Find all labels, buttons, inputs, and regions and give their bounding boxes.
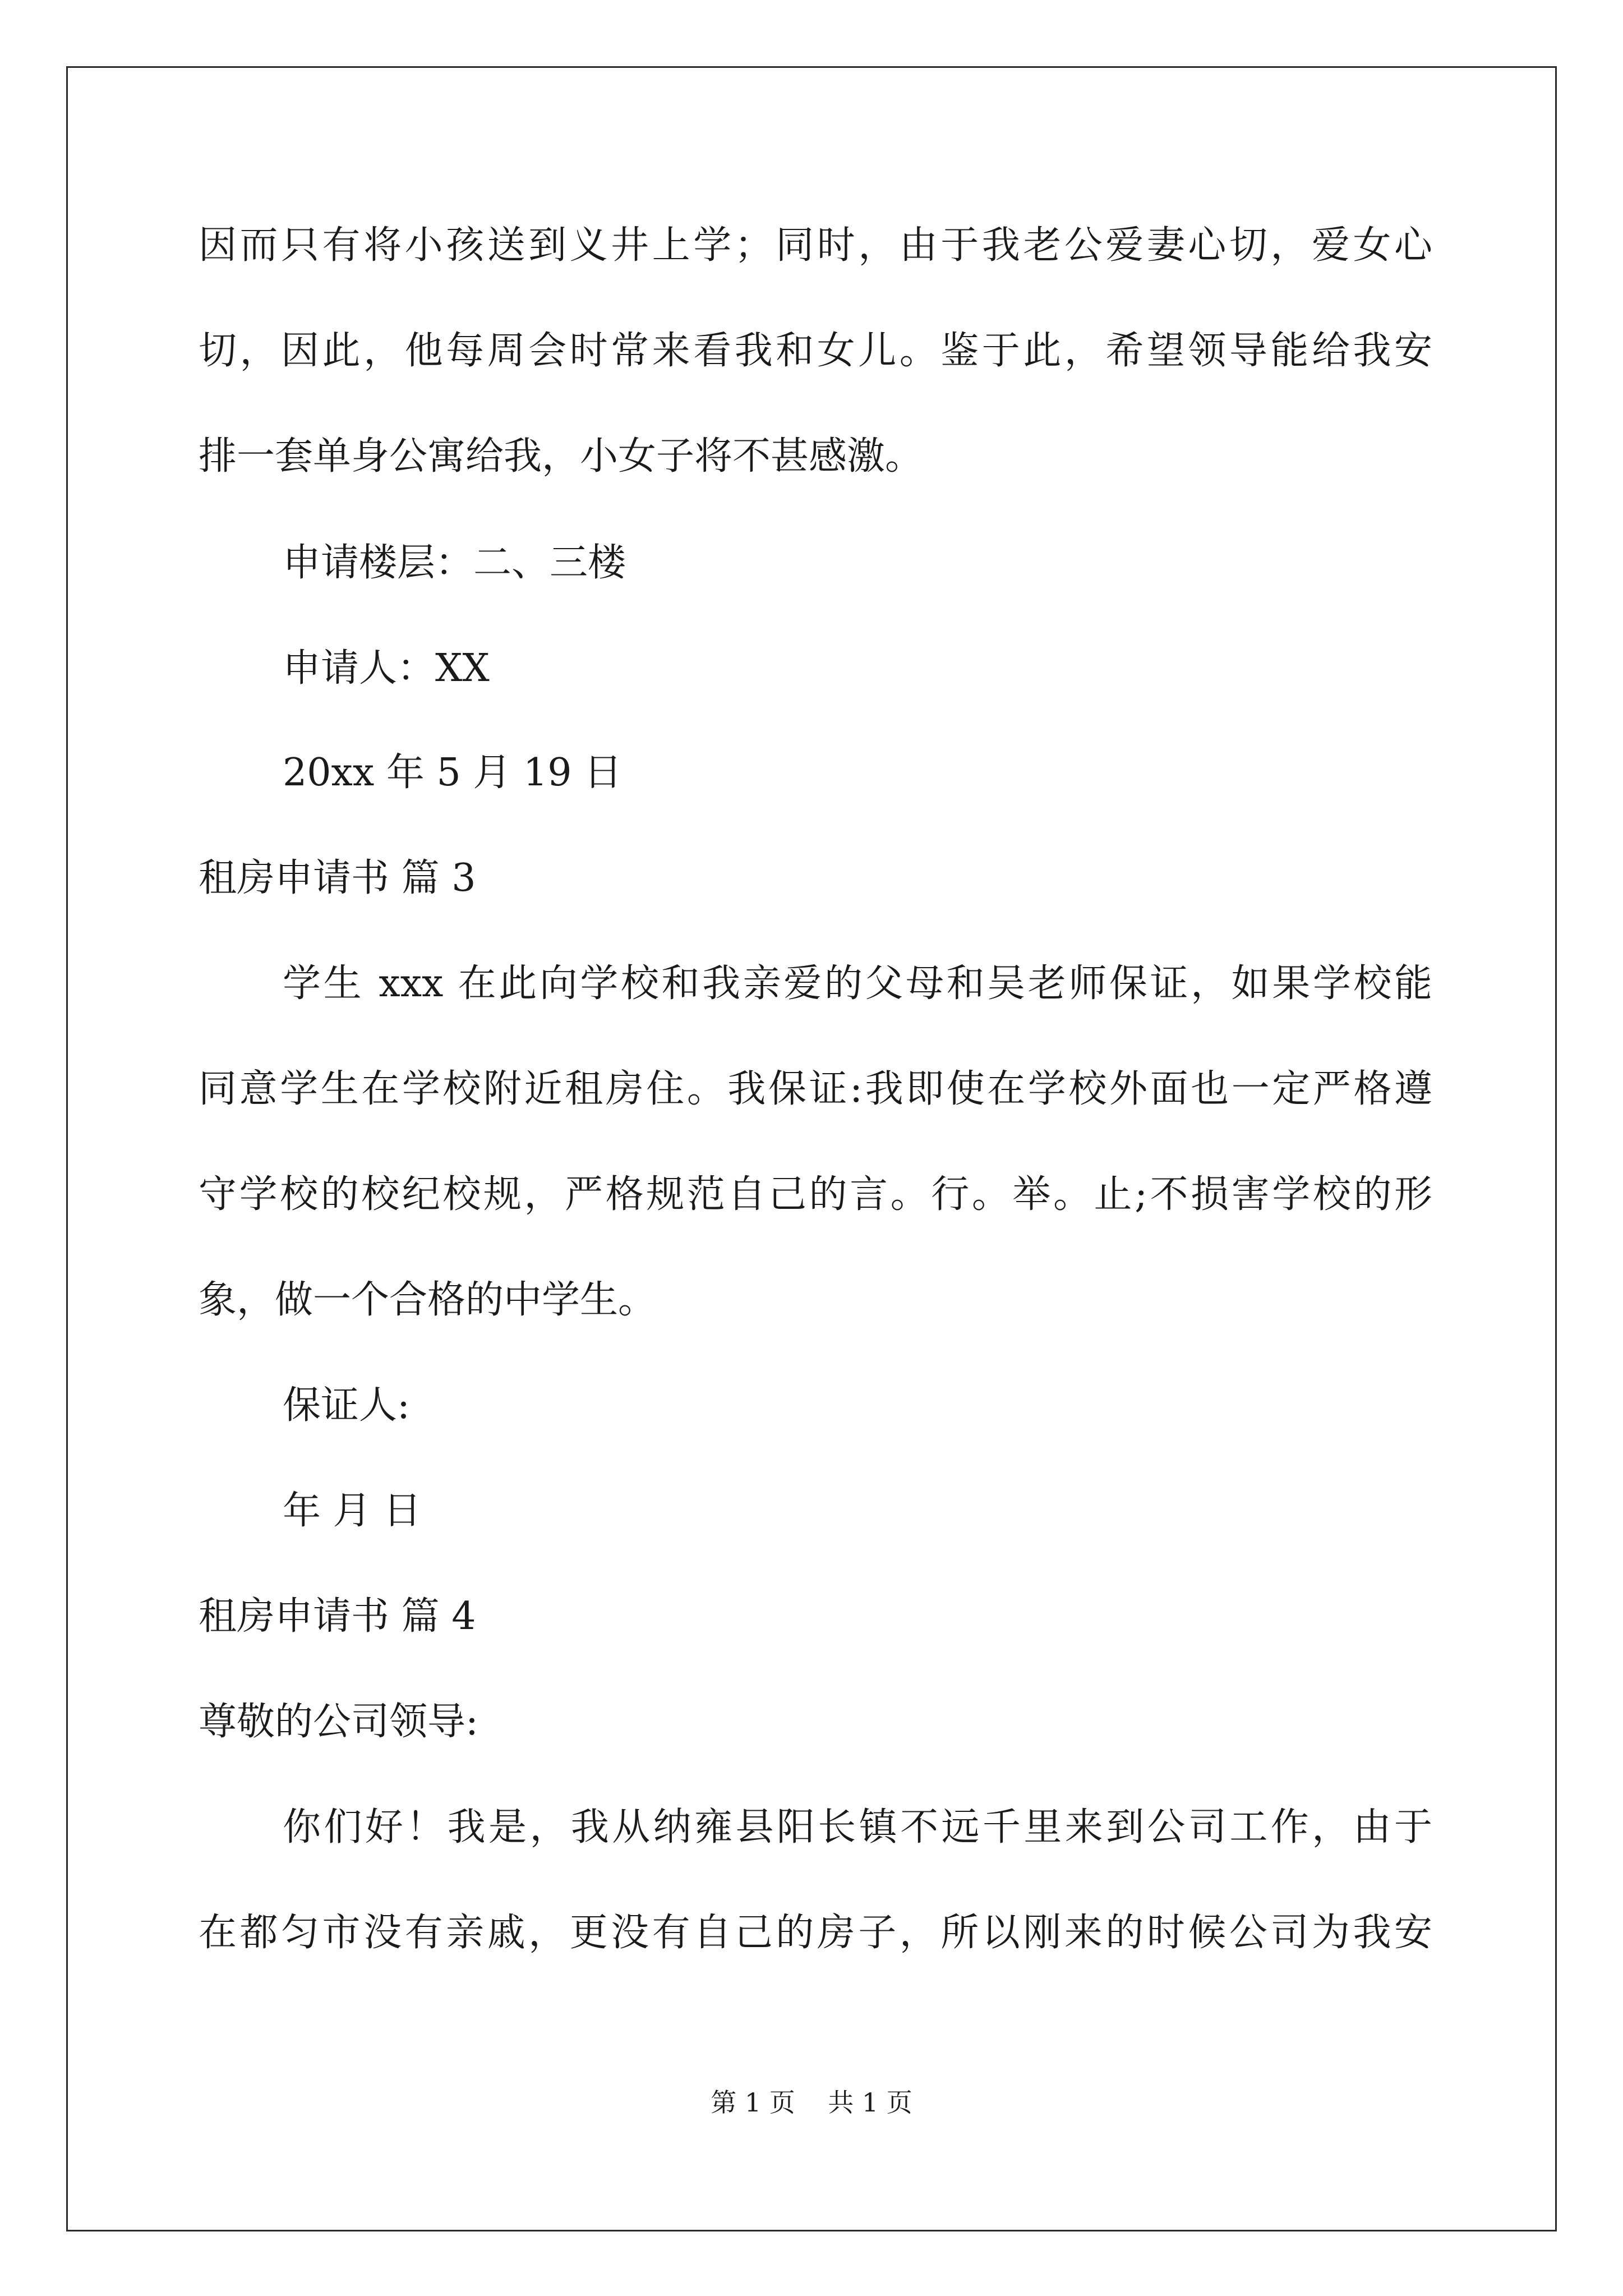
paragraph-line: 在都匀市没有亲戚，更没有自己的房子，所以刚来的时候公司为我安 [199,1911,1432,1955]
applicant-line: 申请人：XX [283,646,490,691]
section-heading: 租房申请书 篇 4 [199,1594,476,1639]
guarantor-line: 保证人: [283,1383,410,1428]
paragraph-line: 你们好！我是，我从纳雍县阳长镇不远千里来到公司工作，由于 [283,1805,1432,1849]
floor-request-line: 申请楼层：二、三楼 [283,541,626,585]
date-line: 年 月 日 [283,1489,422,1533]
paragraph-line: 同意学生在学校附近租房住。我保证:我即使在学校外面也一定严格遵 [199,1067,1432,1111]
page-footer: 第 1 页 共 1 页 [711,2087,912,2118]
paragraph-line: 因而只有将小孩送到义井上学；同时，由于我老公爱妻心切，爱女心 [199,223,1432,268]
paragraph-line: 切，因此，他每周会时常来看我和女儿。鉴于此，希望领导能给我安 [199,329,1432,373]
paragraph-line: 守学校的校纪校规，严格规范自己的言。行。举。止;不损害学校的形 [199,1172,1432,1217]
section-heading: 租房申请书 篇 3 [199,856,476,900]
paragraph-line: 排一套单身公寓给我，小女子将不甚感激。 [199,434,924,478]
salutation-line: 尊敬的公司领导: [199,1700,478,1744]
paragraph-line: 学生 xxx 在此向学校和我亲爱的父母和吴老师保证，如果学校能 [283,961,1432,1006]
date-line: 20xx 年 5 月 19 日 [283,751,623,795]
paragraph-line: 象，做一个合格的中学生。 [199,1278,657,1322]
